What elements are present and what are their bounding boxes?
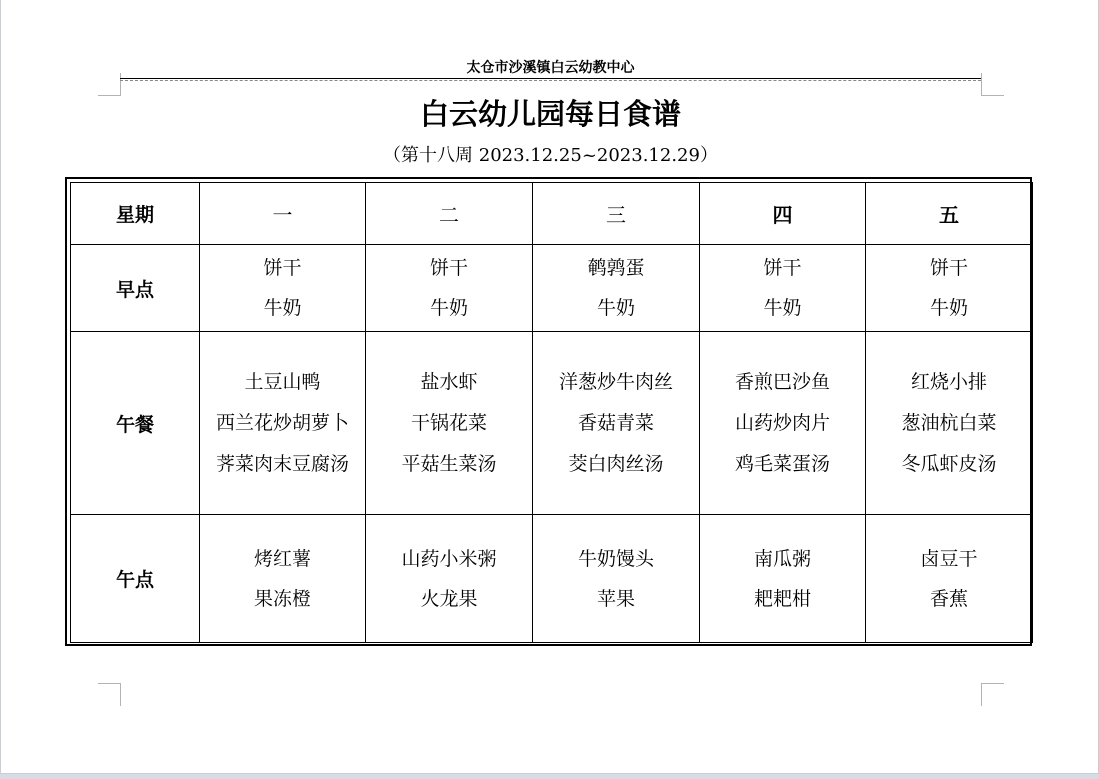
menu-item: 西兰花炒胡萝卜 — [215, 411, 349, 434]
menu-cell[interactable] — [533, 515, 700, 643]
menu-cell[interactable] — [200, 245, 366, 332]
margin-corner-bottom-right — [981, 683, 1004, 706]
menu-item: 香蕉 — [929, 587, 968, 610]
header-rule — [120, 78, 981, 79]
menu-item: 果冻橙 — [253, 587, 311, 610]
day-header-friday[interactable]: 五 — [866, 183, 1033, 245]
menu-item: 牛奶 — [929, 297, 968, 319]
day-header-tuesday[interactable]: 二 — [366, 183, 533, 245]
menu-item: 山药炒肉片 — [734, 411, 830, 434]
menu-item: 饼干 — [263, 257, 302, 279]
day-header-monday[interactable]: 一 — [200, 183, 366, 245]
menu-item: 山药小米粥 — [401, 547, 497, 570]
table-row-lunch — [71, 332, 1033, 515]
menu-item: 平菇生菜汤 — [401, 452, 497, 475]
menu-item: 卤豆干 — [920, 547, 978, 570]
menu-cell[interactable] — [366, 515, 533, 643]
menu-cell[interactable] — [866, 332, 1033, 515]
menu-cell[interactable] — [700, 332, 866, 515]
menu-item: 土豆山鸭 — [244, 370, 321, 393]
document-title[interactable]: 白云幼儿园每日食谱 — [419, 97, 681, 131]
menu-cell[interactable] — [366, 332, 533, 515]
menu-item: 火龙果 — [420, 587, 478, 610]
menu-item: 苹果 — [596, 587, 635, 610]
menu-item: 葱油杭白菜 — [901, 411, 997, 434]
menu-cell[interactable] — [200, 515, 366, 643]
menu-item: 饼干 — [763, 257, 802, 279]
menu-item: 冬瓜虾皮汤 — [901, 452, 997, 475]
document-subtitle[interactable]: （第十八周 2023.12.25~2023.12.29） — [383, 145, 718, 166]
day-header-wednesday[interactable]: 三 — [533, 183, 700, 245]
table-row-afternoon-snack — [71, 515, 1033, 643]
menu-item: 鹌鹑蛋 — [587, 257, 645, 279]
margin-corner-bottom-left — [98, 683, 121, 706]
menu-item: 牛奶馒头 — [577, 547, 654, 570]
menu-item: 牛奶 — [763, 297, 802, 319]
menu-item: 香煎巴沙鱼 — [734, 370, 830, 393]
menu-item: 香菇青菜 — [577, 411, 654, 434]
menu-cell[interactable] — [533, 332, 700, 515]
menu-item: 南瓜粥 — [753, 547, 811, 570]
table-row-breakfast — [71, 245, 1033, 332]
menu-item: 荠菜肉末豆腐汤 — [215, 452, 349, 475]
menu-cell[interactable] — [533, 245, 700, 332]
menu-table[interactable] — [70, 182, 1033, 643]
menu-item: 饼干 — [929, 257, 968, 279]
header-margin-guide — [120, 80, 981, 81]
window-bottom-edge — [0, 774, 1099, 779]
weekday-header-cell[interactable]: 星期 — [71, 183, 200, 245]
meal-label-breakfast[interactable]: 早点 — [71, 245, 200, 332]
menu-item: 红烧小排 — [910, 370, 987, 393]
menu-cell[interactable] — [200, 332, 366, 515]
menu-item: 盐水虾 — [420, 370, 478, 393]
menu-cell[interactable] — [366, 245, 533, 332]
meal-label-lunch[interactable]: 午餐 — [71, 332, 200, 515]
menu-item: 洋葱炒牛肉丝 — [558, 370, 673, 393]
menu-item: 牛奶 — [263, 297, 302, 319]
meal-label-afternoon-snack[interactable]: 午点 — [71, 515, 200, 643]
menu-item: 干锅花菜 — [410, 411, 487, 434]
table-header-row — [71, 183, 1033, 245]
menu-item: 牛奶 — [596, 297, 635, 319]
menu-cell[interactable] — [866, 245, 1033, 332]
day-header-thursday[interactable]: 四 — [700, 183, 866, 245]
menu-cell[interactable] — [866, 515, 1033, 643]
menu-item: 烤红薯 — [253, 547, 311, 570]
menu-item: 耙耙柑 — [753, 587, 811, 610]
menu-cell[interactable] — [700, 245, 866, 332]
menu-item: 牛奶 — [429, 297, 468, 319]
menu-item: 茭白肉丝汤 — [568, 452, 664, 475]
menu-item: 饼干 — [429, 257, 468, 279]
menu-item: 鸡毛菜蛋汤 — [734, 452, 830, 475]
menu-cell[interactable] — [700, 515, 866, 643]
page-header[interactable]: 太仓市沙溪镇白云幼教中心 — [466, 60, 635, 76]
